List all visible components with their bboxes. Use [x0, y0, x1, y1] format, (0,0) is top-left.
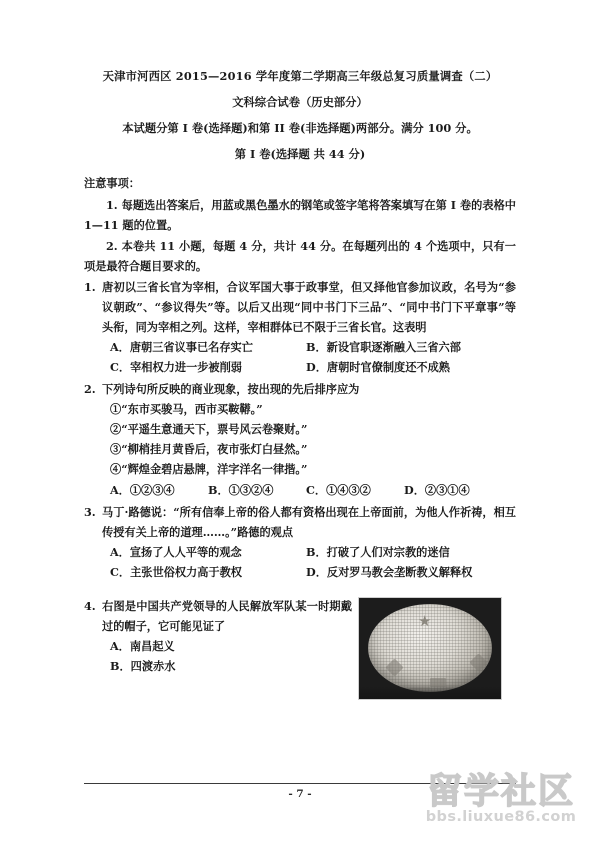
question-1	[84, 278, 516, 378]
question-2-stem-text: 下列诗句所反映的商业现象，按出现的先后排序应为	[102, 382, 360, 397]
question-1-stem	[84, 278, 516, 338]
document-score-line: 本试题分第 I 卷(选择题)和第 II 卷(非选择题)两部分。满分 100 分。	[122, 120, 478, 135]
document-section-title: 第 I 卷(选择题 共 44 分)	[234, 146, 366, 161]
document-subtitle: 文科综合试卷（历史部分）	[232, 94, 368, 109]
watermark-url: bbs.liuxue86.com	[425, 809, 577, 826]
question-2-option-a[interactable]: A．①②③④	[110, 482, 175, 497]
question-4-option-b[interactable]: B．四渡赤水	[110, 658, 176, 673]
question-4-stem	[84, 597, 352, 637]
figure-caption-fragment	[362, 686, 367, 699]
notice-item-2: 2. 本卷共 11 小题，每题 4 分，共计 44 分。在每题列出的 4 个选项中，只有一项是最符合题目要求的。	[84, 239, 516, 273]
question-3-stem-text: 马丁·路德说：“所有信奉上帝的俗人都有资格出现在上帝面前，为他人作祈祷，相互传授有关上帝的道理……。”路德的观点	[102, 505, 516, 539]
question-3-option-b[interactable]: B．打破了人们对宗教的迷信	[306, 544, 450, 559]
question-2-options-row	[84, 480, 516, 501]
question-4	[84, 597, 516, 701]
question-3-stem	[84, 503, 516, 543]
question-1-option-b[interactable]: B．新设官职逐渐融入三省六部	[306, 340, 461, 355]
question-3-option-d[interactable]: D．反对罗马教会垄断教义解释权	[306, 564, 473, 579]
question-1-stem-text: 唐初以三省长官为宰相，合议军国大事于政事堂，但又择他官参加议政，名号为“参议朝政”、“参议得失”等。以后又出现“同中书门下三品”、“同中书门下平章事”等头衔，同为宰相之列。这样，宰相群体已不限于三省长官。这表明	[102, 280, 516, 335]
watermark-brand: 留学社区	[426, 772, 575, 812]
question-4-option-a[interactable]: A．南昌起义	[110, 638, 175, 653]
footer-divider	[84, 783, 516, 784]
question-3-options-row-1	[84, 543, 516, 563]
figure-hat-disc	[368, 604, 492, 692]
question-2-option-d[interactable]: D．②③①④	[404, 482, 470, 497]
question-1-options-row-2	[84, 358, 516, 378]
page-number: - 7 -	[288, 788, 312, 800]
question-2-line-3: ③“柳梢挂月黄昏后，夜市张灯白昼然。”	[110, 441, 308, 456]
question-3-number: 3.	[84, 505, 96, 520]
figure-bottom-strip	[359, 686, 501, 699]
question-4-text-column	[84, 597, 352, 677]
question-2-option-c[interactable]: C．①④③②	[306, 482, 371, 497]
question-3-option-c[interactable]: C．主张世俗权力高于教权	[110, 564, 242, 579]
document-title: 天津市河西区 2015—2016 学年度第二学期高三年级总复习质量调查（二）	[102, 69, 498, 83]
notice-item-1: 1. 每题选出答案后，用蓝或黑色墨水的钢笔或签字笔将答案填写在第 I 卷的表格中 1—11 题的位置。	[84, 197, 516, 232]
question-1-options-row-1	[84, 338, 516, 358]
question-4-stem-text: 右图是中国共产党领导的人民解放军队某一时期戴过的帽子，它可能见证了	[102, 598, 352, 633]
question-1-option-a[interactable]: A．唐朝三省议事已名存实亡	[110, 340, 253, 355]
question-2-line-4: ④“辉煌金碧店悬牌，洋字洋名一律揩。”	[110, 461, 308, 476]
question-2	[84, 380, 516, 501]
question-2-line-1: ①“东市买骏马，西市买鞍鞯。”	[110, 401, 263, 416]
question-4-figure-image	[358, 597, 502, 700]
question-3-options-row-2	[84, 563, 516, 583]
document-body	[84, 68, 516, 703]
question-2-line-2: ②“平遥生意通天下，票号风云卷聚财。”	[110, 421, 308, 436]
question-1-number: 1.	[84, 280, 96, 295]
notice-heading: 注意事项：	[84, 175, 140, 190]
question-3	[84, 503, 516, 583]
question-3-option-a[interactable]: A．宣扬了人人平等的观念	[110, 544, 242, 559]
question-1-option-d[interactable]: D．唐朝时官僚制度还不成熟	[306, 360, 450, 375]
question-2-option-b[interactable]: B．①③②④	[208, 482, 274, 497]
question-2-number: 2.	[84, 382, 96, 397]
question-2-stem	[84, 380, 516, 400]
question-4-options-row-2	[84, 657, 352, 677]
question-1-option-c[interactable]: C．宰相权力进一步被削弱	[110, 360, 242, 375]
question-4-options-row-1	[84, 637, 352, 657]
question-4-number: 4.	[84, 598, 96, 613]
